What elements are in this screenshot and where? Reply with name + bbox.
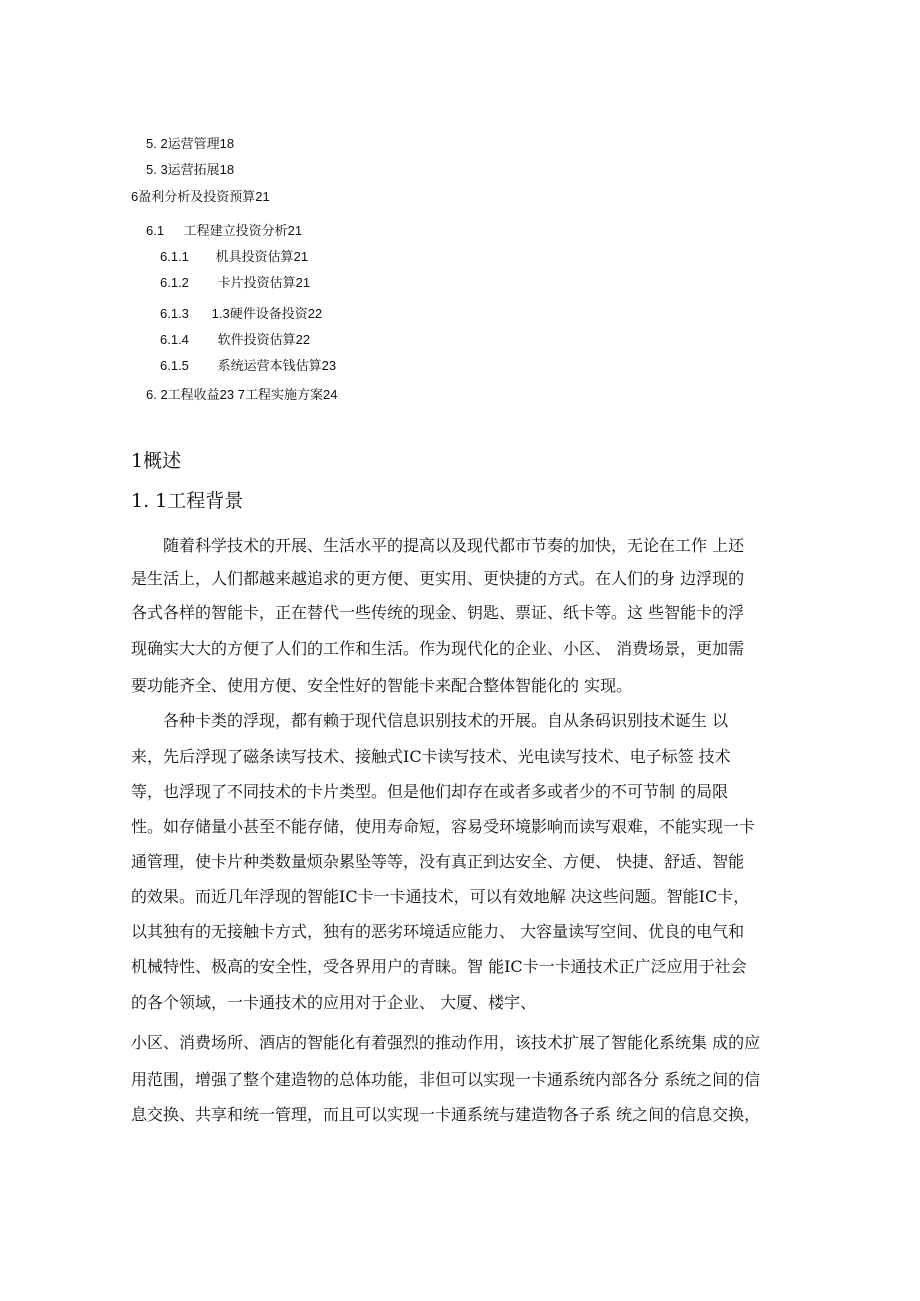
paragraph-line: 机械特性、极高的安全性，受各界用户的青睐。智 能IC卡一卡通技术正广泛应用于社会	[131, 957, 747, 976]
toc-entry-5-2	[146, 136, 234, 152]
paragraph-line: 来，先后浮现了磁条读写技术、接触式IC卡读写技术、光电读写技术、电子标签 技术	[131, 747, 731, 766]
section-heading-1: 1概述	[131, 450, 182, 472]
paragraph-line: 性。如存储量小甚至不能存储，使用寿命短，容易受环境影响而读写艰难，不能实现一卡	[131, 817, 756, 836]
toc-entry-6-2	[146, 387, 337, 403]
toc-entry-text: 6盈利分析及投资预算21	[131, 189, 270, 204]
paragraph-line: 随着科学技术的开展、生活水平的提高以及现代都市节奏的加快，无论在工作 上还	[163, 536, 745, 555]
toc-entry-6-1-1	[160, 249, 308, 265]
toc-entry-number: 6.1	[146, 223, 165, 238]
toc-entry-text: 6. 2工程收益23 7工程实施方案24	[146, 387, 338, 402]
toc-entry-text: 1.3硬件设备投资22	[211, 306, 323, 321]
toc-entry-6-1	[146, 223, 302, 239]
toc-entry-text: 5. 3运营拓展18	[146, 162, 235, 177]
paragraph-line: 是生活上，人们都越来越追求的更方便、更实用、更快捷的方式。在人们的身 边浮现的	[131, 569, 745, 588]
toc-entry-text: 系统运营本钱估算23	[217, 358, 337, 373]
toc-entry-6-1-2	[160, 275, 310, 291]
toc-entry-text: 机具投资估算21	[215, 249, 309, 264]
toc-entry-text: 卡片投资估算21	[217, 275, 311, 290]
section-heading-1-1: 1. 1工程背景	[131, 490, 244, 512]
paragraph-line: 的效果。而近几年浮现的智能IC卡一卡通技术，可以有效地解 决这些问题。智能IC卡，	[131, 887, 750, 906]
toc-entry-number: 6.1.4	[160, 332, 189, 347]
toc-entry-number: 6.1.1	[160, 249, 189, 264]
toc-entry-5-3	[146, 162, 234, 178]
paragraph-line: 各式各样的智能卡，正在替代一些传统的现金、钥匙、票证、纸卡等。这 些智能卡的浮	[131, 603, 745, 622]
paragraph-line: 以其独有的无接触卡方式，独有的恶劣环境适应能力、 大容量读写空间、优良的电气和	[131, 922, 745, 941]
toc-entry-6	[131, 189, 270, 205]
toc-entry-text: 软件投资估算22	[217, 332, 311, 347]
toc-entry-text: 工程建立投资分析21	[183, 223, 303, 238]
toc-entry-number: 6.1.5	[160, 358, 189, 373]
paragraph-line: 要功能齐全、使用方便、安全性好的智能卡来配合整体智能化的 实现。	[131, 676, 633, 695]
paragraph-line: 息交换、共享和统一管理，而且可以实现一卡通系统与建造物各子系 统之间的信息交换，	[131, 1105, 761, 1124]
toc-entry-text: 5. 2运营管理18	[146, 136, 235, 151]
paragraph-line: 等，也浮现了不同技术的卡片类型。但是他们却存在或者多或者少的不可节制 的局限	[131, 782, 729, 801]
paragraph-line: 各种卡类的浮现，都有赖于现代信息识别技术的开展。自从条码识别技术诞生 以	[163, 711, 729, 730]
paragraph-line: 现确实大大的方便了人们的工作和生活。作为现代化的企业、小区、 消费场景，更加需	[131, 639, 745, 658]
toc-entry-6-1-3	[160, 306, 322, 322]
toc-entry-6-1-4	[160, 332, 310, 348]
paragraph-line: 用范围，增强了整个建造物的总体功能，非但可以实现一卡通系统内部各分 系统之间的信	[131, 1070, 761, 1089]
toc-entry-number: 6.1.2	[160, 275, 189, 290]
paragraph-line: 通管理，使卡片种类数量烦杂累坠等等，没有真正到达安全、方便、 快捷、舒适、智能	[131, 852, 745, 871]
toc-entry-number: 6.1.3	[160, 306, 189, 321]
paragraph-line: 的各个领域，一卡通技术的应用对于企业、 大厦、楼宇、	[131, 993, 537, 1012]
paragraph-line: 小区、消费场所、酒店的智能化有着强烈的推动作用，该技术扩展了智能化系统集 成的应	[131, 1033, 761, 1052]
toc-entry-6-1-5	[160, 358, 336, 374]
